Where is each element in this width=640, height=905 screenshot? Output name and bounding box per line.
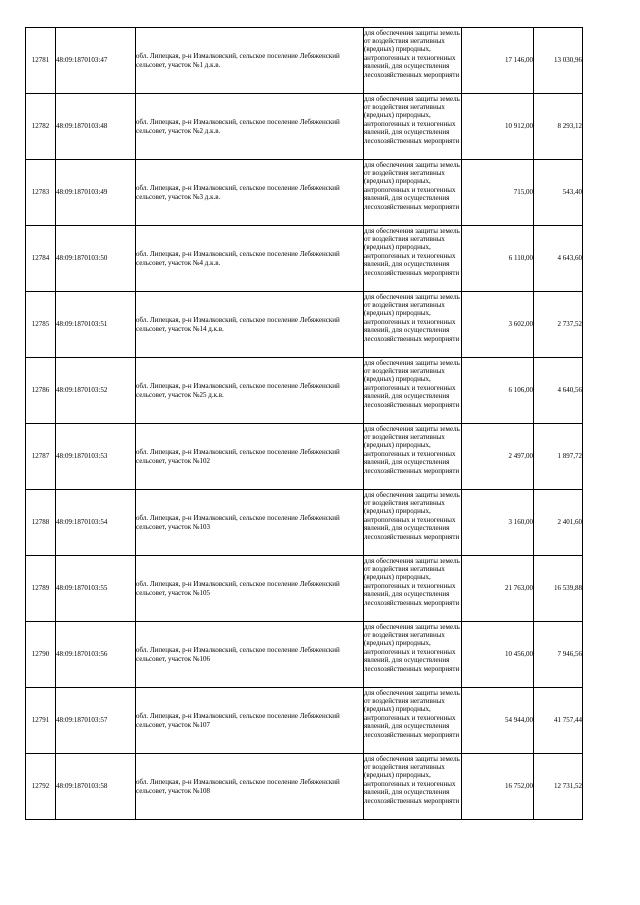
cadastral-value-cell [534,292,583,358]
plot-address: обл. Липецкая, р-н Измалковский, сельское поселение Лебяженский сельсовет, участок №1 д.к.в. [136,52,340,69]
plot-area: 6 106,00 [508,386,533,395]
land-use-purpose: для обеспечения защиты земель от воздействия негативных (вредных) природных, антропогенных и техногенных явлений, для осуществления лесохозяйственных мероприяти [364,358,460,409]
cadastral-value-cell [534,226,583,292]
land-use-purpose: для обеспечения защиты земель от воздействия негативных (вредных) природных, антропогенных и техногенных явлений, для осуществления лесохозяйственных мероприяти [364,160,460,211]
land-use-purpose-cell [364,622,462,688]
land-use-purpose: для обеспечения защиты земель от воздействия негативных (вредных) природных, антропогенных и техногенных явлений, для осуществления лесохозяйственных мероприяти [364,490,460,541]
plot-area-cell [462,490,534,556]
cadastral-number: 48:09:1870103:47 [56,56,108,65]
row-number-cell [26,688,56,754]
row-number-cell [26,556,56,622]
plot-area: 16 752,00 [505,782,533,791]
row-number: 12786 [31,386,50,395]
land-use-purpose: для обеспечения защиты земель от воздействия негативных (вредных) природных, антропогенных и техногенных явлений, для осуществления лесохозяйственных мероприяти [364,28,460,79]
plot-address-cell [136,424,364,490]
table-row [26,754,583,820]
land-use-purpose-cell [364,94,462,160]
plot-address: обл. Липецкая, р-н Измалковский, сельское поселение Лебяженский сельсовет, участок №102 [136,448,340,465]
cadastral-value-cell [534,754,583,820]
cadastral-value-cell [534,556,583,622]
land-use-purpose-cell [364,160,462,226]
plot-address-cell [136,688,364,754]
plot-address-cell [136,754,364,820]
row-number-cell [26,754,56,820]
cadastral-value: 8 293,12 [557,122,582,131]
land-use-purpose-cell [364,226,462,292]
cadastral-value: 4 643,60 [557,254,582,263]
row-number-cell [26,160,56,226]
row-number: 12792 [31,782,50,791]
table-row [26,226,583,292]
cadastral-number: 48:09:1870103:48 [56,122,108,131]
plot-area: 3 160,00 [508,518,533,527]
row-number: 12782 [31,122,50,131]
land-use-purpose-cell [364,754,462,820]
cadastral-value-cell [534,622,583,688]
plot-address-cell [136,226,364,292]
plot-area: 3 602,00 [508,320,533,329]
table-row [26,490,583,556]
plot-address-cell [136,292,364,358]
plot-area-cell [462,688,534,754]
row-number: 12781 [31,56,50,65]
row-number-cell [26,28,56,94]
cadastral-value: 4 640,56 [557,386,582,395]
cadastral-number: 48:09:1870103:58 [56,782,108,791]
cadastral-value: 1 897,72 [557,452,582,461]
plot-area: 2 497,00 [508,452,533,461]
cadastral-value-cell [534,358,583,424]
row-number-cell [26,424,56,490]
table-row [26,556,583,622]
cadastral-number: 48:09:1870103:53 [56,452,108,461]
cadastral-value: 13 030,96 [554,56,582,65]
table-row [26,28,583,94]
land-use-purpose: для обеспечения защиты земель от воздействия негативных (вредных) природных, антропогенных и техногенных явлений, для осуществления лесохозяйственных мероприяти [364,226,460,277]
cadastral-number: 48:09:1870103:56 [56,650,108,659]
plot-address-cell [136,358,364,424]
plot-address-cell [136,94,364,160]
row-number: 12791 [31,716,50,725]
row-number-cell [26,490,56,556]
plot-area: 715,00 [513,188,533,197]
plot-area-cell [462,424,534,490]
land-plots-table [25,27,583,820]
plot-area-cell [462,622,534,688]
plot-area-cell [462,160,534,226]
plot-address: обл. Липецкая, р-н Измалковский, сельское поселение Лебяженский сельсовет, участок №3 д.к.в. [136,184,340,201]
land-use-purpose-cell [364,490,462,556]
cadastral-number-cell [56,226,136,292]
plot-address-cell [136,160,364,226]
plot-area-cell [462,754,534,820]
cadastral-value: 2 737,52 [557,320,582,329]
cadastral-number-cell [56,358,136,424]
cadastral-number-cell [56,490,136,556]
table-row [26,292,583,358]
row-number: 12789 [31,584,50,593]
cadastral-number-cell [56,754,136,820]
cadastral-number: 48:09:1870103:55 [56,584,108,593]
cadastral-value: 2 401,60 [557,518,582,527]
row-number-cell [26,622,56,688]
cadastral-value: 543,40 [562,188,582,197]
plot-address-cell [136,556,364,622]
plot-address: обл. Липецкая, р-н Измалковский, сельское поселение Лебяженский сельсовет, участок №107 [136,712,340,729]
plot-area: 21 763,00 [505,584,533,593]
plot-area-cell [462,556,534,622]
table-row [26,94,583,160]
plot-address: обл. Липецкая, р-н Измалковский, сельское поселение Лебяженский сельсовет, участок №105 [136,580,340,597]
land-use-purpose-cell [364,688,462,754]
table-row [26,358,583,424]
plot-address: обл. Липецкая, р-н Измалковский, сельское поселение Лебяженский сельсовет, участок №106 [136,646,340,663]
row-number: 12783 [31,188,50,197]
cadastral-number-cell [56,292,136,358]
land-use-purpose: для обеспечения защиты земель от воздействия негативных (вредных) природных, антропогенных и техногенных явлений, для осуществления лесохозяйственных мероприяти [364,94,460,145]
land-use-purpose-cell [364,28,462,94]
cadastral-number-cell [56,688,136,754]
plot-area: 10 456,00 [505,650,533,659]
cadastral-value: 12 731,52 [554,782,582,791]
table-row [26,424,583,490]
land-use-purpose-cell [364,556,462,622]
plot-area: 10 912,00 [505,122,533,131]
table-row [26,160,583,226]
cadastral-number-cell [56,424,136,490]
plot-address: обл. Липецкая, р-н Измалковский, сельское поселение Лебяженский сельсовет, участок №14 д.к.в. [136,316,340,333]
row-number: 12788 [31,518,50,527]
cadastral-number: 48:09:1870103:52 [56,386,108,395]
plot-address: обл. Липецкая, р-н Измалковский, сельское поселение Лебяженский сельсовет, участок №4 д.к.в. [136,250,340,267]
plot-area: 6 110,00 [508,254,533,263]
plot-address: обл. Липецкая, р-н Измалковский, сельское поселение Лебяженский сельсовет, участок №25 д.к.в. [136,382,340,399]
row-number: 12790 [31,650,50,659]
plot-area-cell [462,28,534,94]
cadastral-value-cell [534,160,583,226]
plot-area-cell [462,94,534,160]
row-number-cell [26,94,56,160]
land-use-purpose-cell [364,292,462,358]
row-number-cell [26,292,56,358]
plot-address: обл. Липецкая, р-н Измалковский, сельское поселение Лебяженский сельсовет, участок №2 д.к.в. [136,118,340,135]
plot-area: 17 146,00 [505,56,533,65]
plot-address-cell [136,28,364,94]
row-number-cell [26,226,56,292]
plot-area: 54 944,00 [505,716,533,725]
cadastral-value-cell [534,490,583,556]
cadastral-number-cell [56,28,136,94]
land-use-purpose: для обеспечения защиты земель от воздействия негативных (вредных) природных, антропогенных и техногенных явлений, для осуществления лесохозяйственных мероприяти [364,292,460,343]
land-use-purpose: для обеспечения защиты земель от воздействия негативных (вредных) природных, антропогенных и техногенных явлений, для осуществления лесохозяйственных мероприяти [364,688,460,739]
cadastral-value-cell [534,688,583,754]
cadastral-number-cell [56,94,136,160]
plot-address-cell [136,490,364,556]
cadastral-value: 7 946,56 [557,650,582,659]
plot-address: обл. Липецкая, р-н Измалковский, сельское поселение Лебяженский сельсовет, участок №103 [136,514,340,531]
row-number: 12787 [31,452,50,461]
table-row [26,622,583,688]
land-use-purpose: для обеспечения защиты земель от воздействия негативных (вредных) природных, антропогенных и техногенных явлений, для осуществления лесохозяйственных мероприяти [364,622,460,673]
cadastral-number: 48:09:1870103:54 [56,518,108,527]
table-body [26,28,583,820]
land-use-purpose: для обеспечения защиты земель от воздействия негативных (вредных) природных, антропогенных и техногенных явлений, для осуществления лесохозяйственных мероприяти [364,424,460,475]
table-row [26,688,583,754]
plot-address-cell [136,622,364,688]
row-number: 12785 [31,320,50,329]
cadastral-number: 48:09:1870103:49 [56,188,108,197]
land-use-purpose-cell [364,424,462,490]
plot-address: обл. Липецкая, р-н Измалковский, сельское поселение Лебяженский сельсовет, участок №108 [136,778,340,795]
plot-area-cell [462,358,534,424]
cadastral-number-cell [56,622,136,688]
land-use-purpose: для обеспечения защиты земель от воздействия негативных (вредных) природных, антропогенных и техногенных явлений, для осуществления лесохозяйственных мероприяти [364,556,460,607]
cadastral-value: 41 757,44 [554,716,582,725]
cadastral-number-cell [56,160,136,226]
cadastral-value-cell [534,424,583,490]
row-number: 12784 [31,254,50,263]
cadastral-value-cell [534,94,583,160]
row-number-cell [26,358,56,424]
cadastral-value-cell [534,28,583,94]
plot-area-cell [462,226,534,292]
cadastral-number: 48:09:1870103:51 [56,320,108,329]
plot-area-cell [462,292,534,358]
cadastral-number: 48:09:1870103:50 [56,254,108,263]
land-use-purpose: для обеспечения защиты земель от воздействия негативных (вредных) природных, антропогенных и техногенных явлений, для осуществления лесохозяйственных мероприяти [364,754,460,805]
cadastral-number: 48:09:1870103:57 [56,716,108,725]
cadastral-number-cell [56,556,136,622]
land-use-purpose-cell [364,358,462,424]
cadastral-value: 16 539,88 [554,584,582,593]
